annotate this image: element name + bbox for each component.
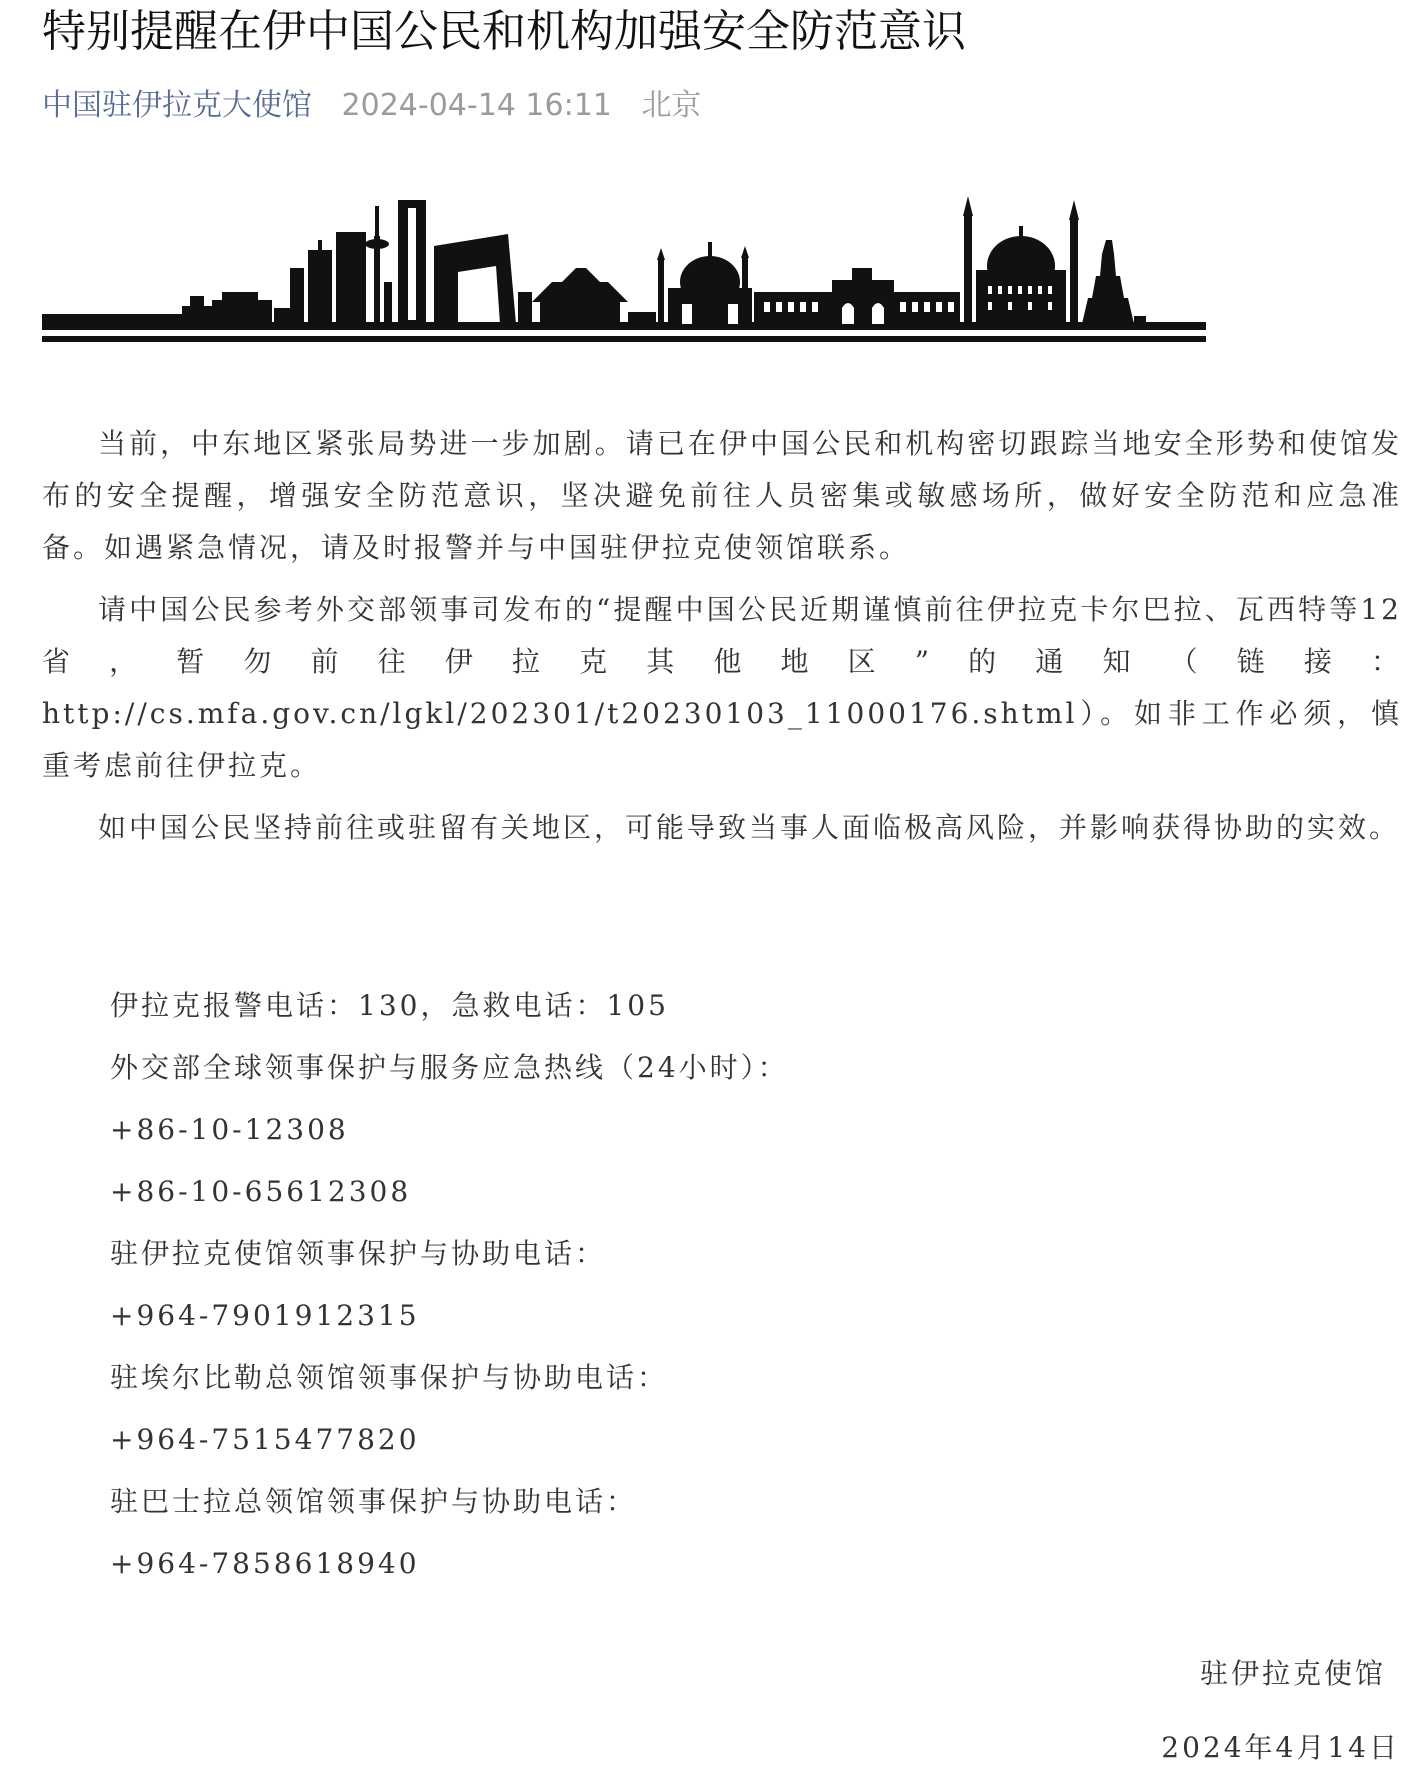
contact-phone: +964-7858618940 — [110, 1547, 420, 1580]
paragraph-2-block — [42, 584, 1402, 792]
contact-phone: +964-7901912315 — [110, 1299, 420, 1332]
signature-date: 2024年4月14日 — [1161, 1731, 1400, 1764]
article-title: 特别提醒在伊中国公民和机构加强安全防范意识 — [42, 6, 966, 57]
signature-org: 驻伊拉克使馆 — [1199, 1657, 1386, 1690]
city-skyline-banner-icon — [42, 196, 1206, 348]
contact-line: 驻巴士拉总领馆领事保护与协助电话： — [110, 1485, 638, 1518]
contact-line: 驻伊拉克使馆领事保护与协助电话： — [110, 1237, 607, 1270]
article-meta — [42, 84, 701, 128]
publish-time: 2024-04-14 16:11 — [341, 88, 612, 123]
contact-line: 外交部全球领事保护与服务应急热线（24小时）： — [110, 1051, 789, 1084]
paragraph-3-block — [42, 802, 1402, 854]
contact-phone: +964-7515477820 — [110, 1423, 420, 1456]
contact-line: 驻埃尔比勒总领馆领事保护与协助电话： — [110, 1361, 669, 1394]
account-name-link[interactable]: 中国驻伊拉克大使馆 — [42, 88, 312, 123]
paragraph-2: 请中国公民参考外交部领事司发布的“提醒中国公民近期谨慎前往伊拉克卡尔巴拉、瓦西特等12省，暂勿前往伊拉克其他地区”的通知（链接：http://cs.mfa.gov.cn/lgkl/202301/t20230103_11000176.shtml）。如非工作必须，慎重考虑前往伊拉克。 — [42, 593, 1402, 782]
paragraph-1-block — [42, 418, 1402, 574]
paragraph-1: 当前，中东地区紧张局势进一步加剧。请已在伊中国公民和机构密切跟踪当地安全形势和使馆发布的安全提醒，增强安全防范意识，坚决避免前往人员密集或敏感场所，做好安全防范和应急准备。如遇紧急情况，请及时报警并与中国驻伊拉克使领馆联系。 — [42, 427, 1402, 564]
contact-phone: +86-10-12308 — [110, 1113, 349, 1146]
contact-phone: +86-10-65612308 — [110, 1175, 412, 1208]
publish-location: 北京 — [641, 88, 702, 123]
paragraph-3: 如中国公民坚持前往或驻留有关地区，可能导致当事人面临极高风险，并影响获得协助的实效。 — [98, 811, 1401, 844]
contact-line: 伊拉克报警电话：130，急救电话：105 — [110, 989, 669, 1022]
